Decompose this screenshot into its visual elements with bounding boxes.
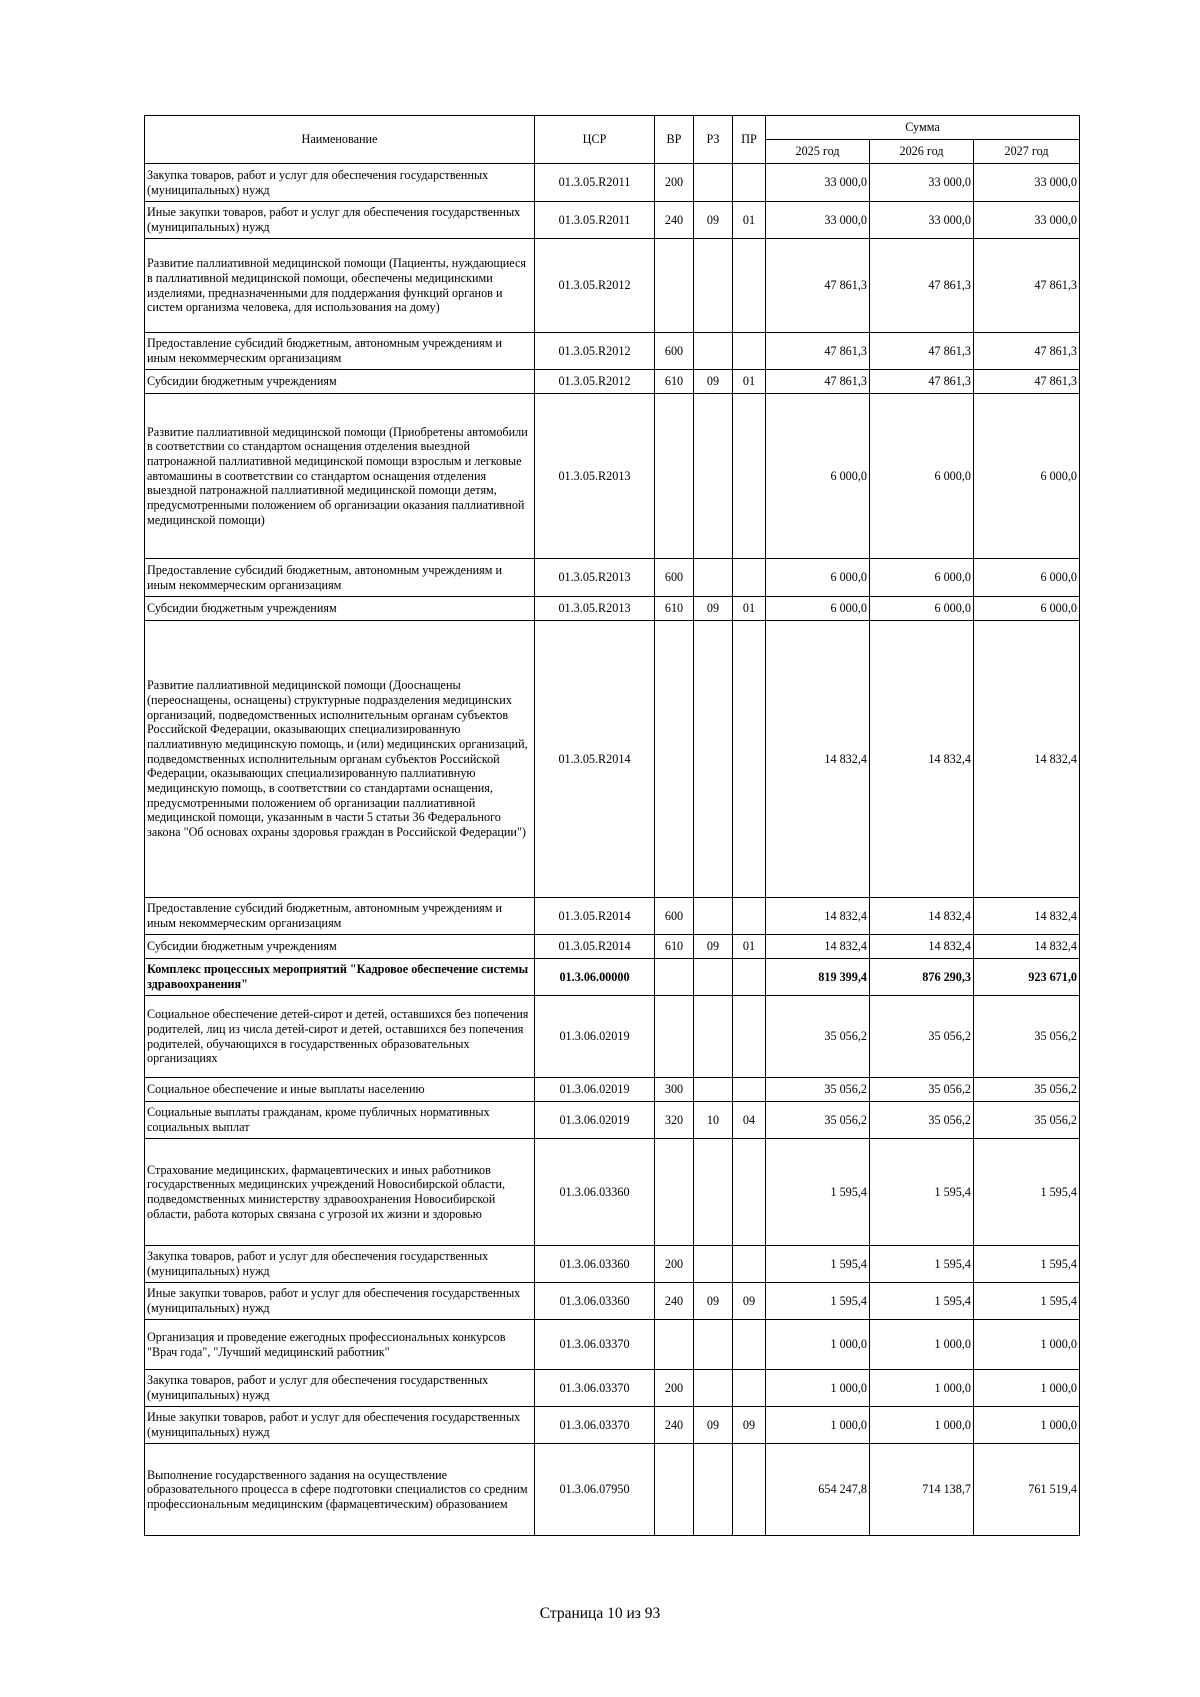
cell-csr: 01.3.05.R2012 <box>535 333 655 370</box>
cell-name: Субсидии бюджетным учреждениям <box>145 935 535 959</box>
cell-name: Иные закупки товаров, работ и услуг для обеспечения государственных (муниципальных) нужд <box>145 1283 535 1320</box>
cell-vr: 200 <box>655 164 694 202</box>
cell-name: Субсидии бюджетным учреждениям <box>145 597 535 621</box>
cell-sum-2026: 35 056,2 <box>870 1102 974 1139</box>
cell-rz <box>694 959 733 996</box>
cell-vr: 240 <box>655 1407 694 1444</box>
cell-vr: 300 <box>655 1078 694 1102</box>
cell-sum-2027: 6 000,0 <box>974 559 1080 597</box>
cell-sum-2025: 14 832,4 <box>766 935 870 959</box>
cell-name: Комплекс процессных мероприятий "Кадровое обеспечение системы здравоохранения" <box>145 959 535 996</box>
cell-pr: 01 <box>733 597 766 621</box>
header-vr: ВР <box>655 116 694 164</box>
cell-sum-2026: 1 000,0 <box>870 1320 974 1370</box>
cell-csr: 01.3.06.03360 <box>535 1139 655 1246</box>
cell-sum-2025: 6 000,0 <box>766 559 870 597</box>
cell-sum-2025: 47 861,3 <box>766 239 870 333</box>
cell-sum-2025: 1 000,0 <box>766 1407 870 1444</box>
cell-sum-2025: 35 056,2 <box>766 1102 870 1139</box>
table-row <box>145 1444 1080 1536</box>
cell-pr <box>733 1444 766 1536</box>
cell-sum-2027: 47 861,3 <box>974 239 1080 333</box>
cell-name: Развитие паллиативной медицинской помощи (Приобретены автомобили в соответствии со стандартом оснащения отделения выездной патронажной паллиативной медицинской помощи взрослым и легковые автомашины в соответствии со стандартом оснащения отделения выездной патронажной паллиативной медицинской помощи детям, предусмотренными положением об организации оказания паллиативной медицинской помощи) <box>145 394 535 559</box>
cell-sum-2027: 33 000,0 <box>974 164 1080 202</box>
cell-sum-2027: 14 832,4 <box>974 621 1080 898</box>
cell-rz <box>694 333 733 370</box>
table-row <box>145 621 1080 898</box>
cell-sum-2026: 47 861,3 <box>870 239 974 333</box>
cell-csr: 01.3.06.02019 <box>535 1102 655 1139</box>
table-row <box>145 996 1080 1078</box>
cell-sum-2026: 1 595,4 <box>870 1139 974 1246</box>
cell-name: Предоставление субсидий бюджетным, автономным учреждениям и иным некоммерческим организациям <box>145 898 535 935</box>
cell-name: Социальное обеспечение детей-сирот и детей, оставшихся без попечения родителей, лиц из числа детей-сирот и детей, оставшихся без попечения родителей, обучающихся в государственных образовательных организациях <box>145 996 535 1078</box>
cell-pr <box>733 1320 766 1370</box>
cell-vr <box>655 239 694 333</box>
cell-name: Развитие паллиативной медицинской помощи (Дооснащены (переоснащены, оснащены) структурные подразделения медицинских организаций, подведомственных исполнительным органам субъектов Российской Федерации, оказывающих специализированную паллиативную медицинскую помощь, и (или) медицинских организаций, подведомственных исполнительным органам субъектов Российской Федерации, оказывающих специализированную паллиативную медицинскую помощь, в соответствии со стандартами оснащения, предусмотренными положением об организации паллиативной медицинской помощи, указанным в части 5 статьи 36 Федерального закона "Об основах охраны здоровья граждан в Российской Федерации") <box>145 621 535 898</box>
cell-csr: 01.3.05.R2014 <box>535 935 655 959</box>
cell-sum-2027: 35 056,2 <box>974 1102 1080 1139</box>
cell-sum-2027: 47 861,3 <box>974 333 1080 370</box>
cell-vr <box>655 1444 694 1536</box>
cell-sum-2026: 1 000,0 <box>870 1407 974 1444</box>
cell-sum-2026: 14 832,4 <box>870 621 974 898</box>
cell-rz: 10 <box>694 1102 733 1139</box>
header-2027: 2027 год <box>974 140 1080 164</box>
cell-rz <box>694 1246 733 1283</box>
table-row <box>145 935 1080 959</box>
cell-pr <box>733 1139 766 1246</box>
header-2025: 2025 год <box>766 140 870 164</box>
cell-vr: 200 <box>655 1246 694 1283</box>
cell-sum-2026: 6 000,0 <box>870 394 974 559</box>
cell-vr <box>655 1320 694 1370</box>
cell-sum-2027: 35 056,2 <box>974 996 1080 1078</box>
cell-sum-2026: 35 056,2 <box>870 996 974 1078</box>
cell-pr: 01 <box>733 935 766 959</box>
cell-sum-2025: 14 832,4 <box>766 898 870 935</box>
cell-sum-2025: 654 247,8 <box>766 1444 870 1536</box>
cell-vr: 200 <box>655 1370 694 1407</box>
cell-sum-2027: 14 832,4 <box>974 898 1080 935</box>
table-row <box>145 370 1080 394</box>
cell-csr: 01.3.05.R2013 <box>535 394 655 559</box>
table-row <box>145 333 1080 370</box>
header-sum: Сумма <box>766 116 1080 140</box>
cell-csr: 01.3.05.R2014 <box>535 898 655 935</box>
cell-sum-2026: 33 000,0 <box>870 202 974 239</box>
cell-sum-2027: 14 832,4 <box>974 935 1080 959</box>
table-row <box>145 559 1080 597</box>
cell-sum-2025: 6 000,0 <box>766 597 870 621</box>
cell-pr <box>733 996 766 1078</box>
cell-rz <box>694 1444 733 1536</box>
cell-vr: 610 <box>655 370 694 394</box>
budget-table <box>144 115 1080 1536</box>
cell-csr: 01.3.05.R2014 <box>535 621 655 898</box>
table-row <box>145 164 1080 202</box>
cell-vr: 610 <box>655 597 694 621</box>
cell-sum-2027: 1 595,4 <box>974 1283 1080 1320</box>
cell-rz: 09 <box>694 935 733 959</box>
cell-sum-2026: 1 595,4 <box>870 1283 974 1320</box>
cell-sum-2026: 35 056,2 <box>870 1078 974 1102</box>
cell-vr: 240 <box>655 1283 694 1320</box>
cell-csr: 01.3.06.03360 <box>535 1283 655 1320</box>
cell-vr <box>655 959 694 996</box>
cell-sum-2026: 1 595,4 <box>870 1246 974 1283</box>
cell-name: Субсидии бюджетным учреждениям <box>145 370 535 394</box>
cell-name: Закупка товаров, работ и услуг для обеспечения государственных (муниципальных) нужд <box>145 164 535 202</box>
cell-sum-2027: 6 000,0 <box>974 394 1080 559</box>
cell-sum-2026: 14 832,4 <box>870 898 974 935</box>
cell-rz <box>694 1139 733 1246</box>
cell-name: Закупка товаров, работ и услуг для обеспечения государственных (муниципальных) нужд <box>145 1370 535 1407</box>
cell-pr <box>733 559 766 597</box>
cell-rz: 09 <box>694 1283 733 1320</box>
table-row <box>145 597 1080 621</box>
cell-sum-2027: 923 671,0 <box>974 959 1080 996</box>
cell-name: Иные закупки товаров, работ и услуг для обеспечения государственных (муниципальных) нужд <box>145 1407 535 1444</box>
cell-rz <box>694 559 733 597</box>
table-row <box>145 1370 1080 1407</box>
cell-pr: 01 <box>733 202 766 239</box>
cell-pr <box>733 1078 766 1102</box>
cell-sum-2025: 47 861,3 <box>766 333 870 370</box>
cell-pr: 09 <box>733 1407 766 1444</box>
cell-rz <box>694 621 733 898</box>
cell-sum-2025: 1 595,4 <box>766 1246 870 1283</box>
cell-sum-2027: 6 000,0 <box>974 597 1080 621</box>
cell-csr: 01.3.06.02019 <box>535 996 655 1078</box>
cell-sum-2026: 47 861,3 <box>870 370 974 394</box>
cell-pr <box>733 1246 766 1283</box>
cell-sum-2025: 33 000,0 <box>766 202 870 239</box>
cell-csr: 01.3.05.R2012 <box>535 370 655 394</box>
cell-csr: 01.3.06.03370 <box>535 1320 655 1370</box>
cell-rz <box>694 239 733 333</box>
cell-csr: 01.3.06.02019 <box>535 1078 655 1102</box>
cell-sum-2026: 6 000,0 <box>870 597 974 621</box>
cell-vr: 320 <box>655 1102 694 1139</box>
cell-sum-2026: 6 000,0 <box>870 559 974 597</box>
table-row <box>145 239 1080 333</box>
cell-pr <box>733 239 766 333</box>
table-body <box>145 164 1080 1536</box>
cell-sum-2025: 1 000,0 <box>766 1320 870 1370</box>
cell-csr: 01.3.05.R2012 <box>535 239 655 333</box>
cell-sum-2026: 14 832,4 <box>870 935 974 959</box>
cell-pr <box>733 394 766 559</box>
cell-pr <box>733 164 766 202</box>
cell-vr <box>655 621 694 898</box>
cell-sum-2026: 1 000,0 <box>870 1370 974 1407</box>
table-row <box>145 959 1080 996</box>
cell-sum-2025: 1 595,4 <box>766 1139 870 1246</box>
cell-sum-2025: 33 000,0 <box>766 164 870 202</box>
cell-sum-2025: 47 861,3 <box>766 370 870 394</box>
page-number: Страница 10 из 93 <box>539 1605 661 1622</box>
cell-rz <box>694 1078 733 1102</box>
header-2026: 2026 год <box>870 140 974 164</box>
cell-pr: 04 <box>733 1102 766 1139</box>
cell-name: Предоставление субсидий бюджетным, автономным учреждениям и иным некоммерческим организациям <box>145 333 535 370</box>
cell-sum-2026: 47 861,3 <box>870 333 974 370</box>
cell-vr: 610 <box>655 935 694 959</box>
cell-sum-2025: 1 595,4 <box>766 1283 870 1320</box>
cell-csr: 01.3.06.00000 <box>535 959 655 996</box>
table-row <box>145 394 1080 559</box>
cell-name: Организация и проведение ежегодных профессиональных конкурсов "Врач года", "Лучший медицинский работник" <box>145 1320 535 1370</box>
cell-pr <box>733 1370 766 1407</box>
cell-sum-2025: 35 056,2 <box>766 996 870 1078</box>
cell-sum-2027: 1 595,4 <box>974 1246 1080 1283</box>
cell-name: Предоставление субсидий бюджетным, автономным учреждениям и иным некоммерческим организациям <box>145 559 535 597</box>
table-row <box>145 1246 1080 1283</box>
cell-csr: 01.3.05.R2011 <box>535 164 655 202</box>
cell-csr: 01.3.05.R2013 <box>535 597 655 621</box>
cell-sum-2027: 761 519,4 <box>974 1444 1080 1536</box>
cell-sum-2027: 33 000,0 <box>974 202 1080 239</box>
cell-sum-2027: 1 000,0 <box>974 1407 1080 1444</box>
cell-rz: 09 <box>694 370 733 394</box>
cell-vr <box>655 394 694 559</box>
cell-name: Иные закупки товаров, работ и услуг для обеспечения государственных (муниципальных) нужд <box>145 202 535 239</box>
table-row <box>145 1320 1080 1370</box>
cell-vr <box>655 1139 694 1246</box>
cell-sum-2027: 1 000,0 <box>974 1320 1080 1370</box>
table-row <box>145 1139 1080 1246</box>
table-row <box>145 1078 1080 1102</box>
cell-pr: 09 <box>733 1283 766 1320</box>
cell-sum-2026: 33 000,0 <box>870 164 974 202</box>
cell-pr <box>733 898 766 935</box>
cell-vr: 600 <box>655 898 694 935</box>
cell-pr <box>733 333 766 370</box>
cell-rz: 09 <box>694 597 733 621</box>
cell-csr: 01.3.05.R2011 <box>535 202 655 239</box>
cell-csr: 01.3.06.03370 <box>535 1407 655 1444</box>
table-row <box>145 1102 1080 1139</box>
cell-vr: 600 <box>655 559 694 597</box>
cell-sum-2025: 6 000,0 <box>766 394 870 559</box>
table-row <box>145 1407 1080 1444</box>
cell-pr <box>733 959 766 996</box>
cell-name: Социальное обеспечение и иные выплаты населению <box>145 1078 535 1102</box>
cell-name: Страхование медицинских, фармацевтических и иных работников государственных медицинских учреждений Новосибирской области, подведомственных министерству здравоохранения Новосибирской области, работа которых связана с угрозой их жизни и здоровью <box>145 1139 535 1246</box>
cell-sum-2027: 1 595,4 <box>974 1139 1080 1246</box>
table-row <box>145 898 1080 935</box>
cell-csr: 01.3.06.03360 <box>535 1246 655 1283</box>
cell-name: Развитие паллиативной медицинской помощи (Пациенты, нуждающиеся в паллиативной медицинской помощи, обеспечены медицинскими изделиями, предназначенными для поддержания функций органов и систем организма человека, для использования на дому) <box>145 239 535 333</box>
cell-rz <box>694 164 733 202</box>
cell-rz <box>694 996 733 1078</box>
cell-sum-2025: 819 399,4 <box>766 959 870 996</box>
cell-sum-2027: 1 000,0 <box>974 1370 1080 1407</box>
header-name: Наименование <box>145 116 535 164</box>
cell-rz <box>694 1320 733 1370</box>
header-pr: ПР <box>733 116 766 164</box>
table-row <box>145 202 1080 239</box>
header-csr: ЦСР <box>535 116 655 164</box>
cell-pr <box>733 621 766 898</box>
cell-pr: 01 <box>733 370 766 394</box>
cell-rz <box>694 394 733 559</box>
cell-name: Закупка товаров, работ и услуг для обеспечения государственных (муниципальных) нужд <box>145 1246 535 1283</box>
cell-vr: 600 <box>655 333 694 370</box>
header-rz: РЗ <box>694 116 733 164</box>
cell-csr: 01.3.06.03370 <box>535 1370 655 1407</box>
cell-sum-2027: 47 861,3 <box>974 370 1080 394</box>
cell-name: Социальные выплаты гражданам, кроме публичных нормативных социальных выплат <box>145 1102 535 1139</box>
cell-rz <box>694 1370 733 1407</box>
cell-rz: 09 <box>694 1407 733 1444</box>
cell-sum-2025: 35 056,2 <box>766 1078 870 1102</box>
cell-sum-2025: 1 000,0 <box>766 1370 870 1407</box>
cell-rz: 09 <box>694 202 733 239</box>
cell-sum-2027: 35 056,2 <box>974 1078 1080 1102</box>
cell-vr <box>655 996 694 1078</box>
cell-sum-2026: 876 290,3 <box>870 959 974 996</box>
cell-sum-2025: 14 832,4 <box>766 621 870 898</box>
cell-csr: 01.3.06.07950 <box>535 1444 655 1536</box>
cell-csr: 01.3.05.R2013 <box>535 559 655 597</box>
cell-rz <box>694 898 733 935</box>
cell-sum-2026: 714 138,7 <box>870 1444 974 1536</box>
table-row <box>145 1283 1080 1320</box>
cell-name: Выполнение государственного задания на осуществление образовательного процесса в сфере подготовки специалистов со средним профессиональным медицинским (фармацевтическим) образованием <box>145 1444 535 1536</box>
cell-vr: 240 <box>655 202 694 239</box>
